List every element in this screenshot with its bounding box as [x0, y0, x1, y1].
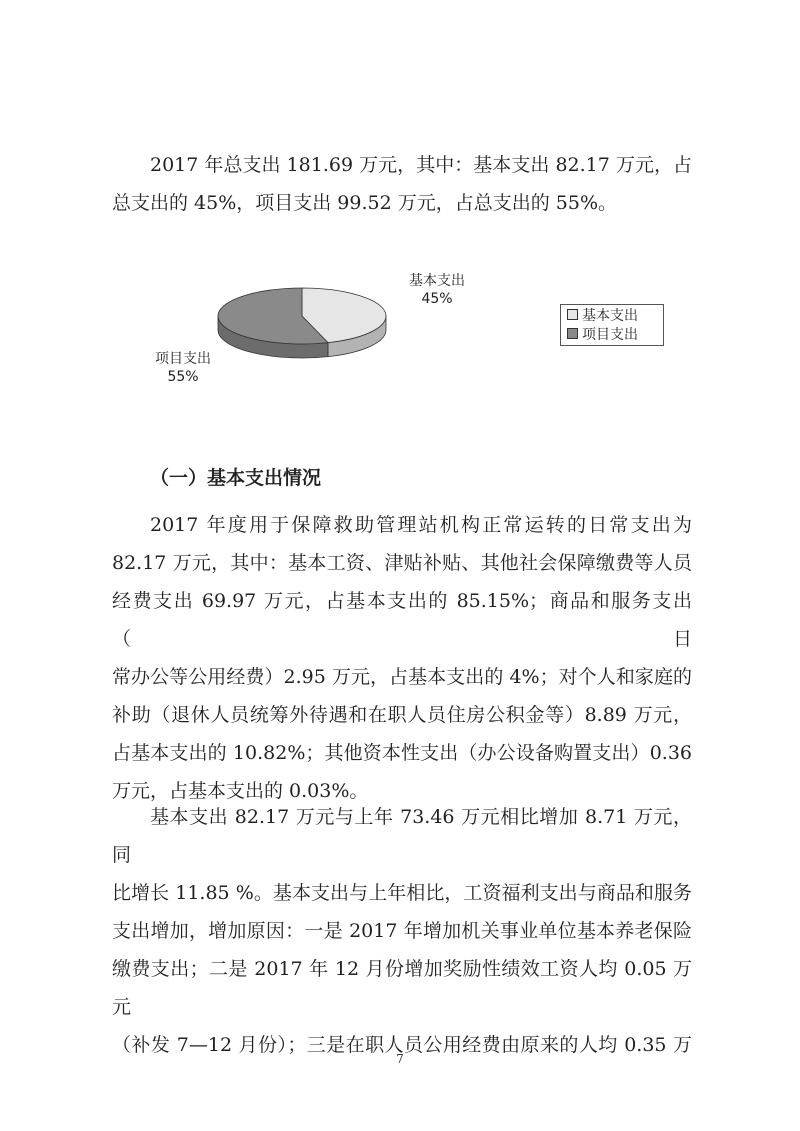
legend-swatch-project	[567, 328, 578, 339]
p2-line-1: 基本支出 82.17 万元与上年 73.46 万元相比增加 8.71 万元，同	[112, 806, 692, 866]
p1-line-6: 占基本支出的 10.82%；其他资本性支出（办公设备购置支出）0.36	[112, 742, 692, 764]
page-number: 7	[396, 1052, 404, 1066]
intro-line-1: 2017 年总支出 181.69 万元，其中：基本支出 82.17 万元，占	[150, 154, 692, 176]
p2-line-5: （补发 7—12 月份）；三是在职人员公用经费由原来的人均 0.35 万	[112, 1034, 692, 1056]
section-heading: （一）基本支出情况	[150, 467, 322, 489]
slice-label-project-name: 项目支出	[155, 351, 211, 367]
slice-label-basic-value: 45%	[421, 291, 453, 307]
legend-swatch-basic	[567, 309, 578, 320]
p2-line-3: 支出增加，增加原因：一是 2017 年增加机关事业单位基本养老保险	[112, 920, 692, 942]
slice-label-basic-name: 基本支出	[409, 273, 465, 289]
basic-expenditure-paragraph	[112, 506, 692, 810]
legend-item-project	[561, 324, 663, 343]
p1-line-2: 82.17 万元，其中：基本工资、津贴补贴、其他社会保障缴费等人员	[112, 552, 692, 574]
slice-label-basic	[392, 272, 482, 308]
p1-line-5: 补助（退休人员统筹外待遇和在职人员住房公积金等）8.89 万元，	[112, 704, 692, 726]
intro-line-2: 总支出的 45%，项目支出 99.52 万元，占总支出的 55%。	[112, 192, 618, 214]
legend-label-basic: 基本支出	[582, 307, 638, 324]
p1-line-7: 万元，占基本支出的 0.03%。	[112, 780, 369, 802]
legend-label-project: 项目支出	[582, 326, 638, 343]
p2-line-4: 缴费支出；二是 2017 年 12 月份增加奖励性绩效工资人均 0.05 万元	[112, 958, 692, 1018]
p1-line-3: 经费支出 69.97 万元，占基本支出的 85.15%；商品和服务支出（日	[112, 590, 692, 650]
slice-label-project-value: 55%	[167, 369, 199, 385]
comparison-paragraph	[112, 798, 692, 1064]
chart-legend	[560, 304, 664, 346]
p2-line-2: 比增长 11.85 %。基本支出与上年相比，工资福利支出与商品和服务	[112, 882, 692, 904]
expenditure-pie-chart	[0, 0, 800, 420]
p1-line-4: 常办公等公用经费）2.95 万元，占基本支出的 4%；对个人和家庭的	[112, 666, 692, 688]
slice-label-project	[128, 350, 238, 386]
p1-line-1: 2017 年度用于保障救助管理站机构正常运转的日常支出为	[150, 514, 692, 536]
legend-item-basic	[561, 305, 663, 324]
